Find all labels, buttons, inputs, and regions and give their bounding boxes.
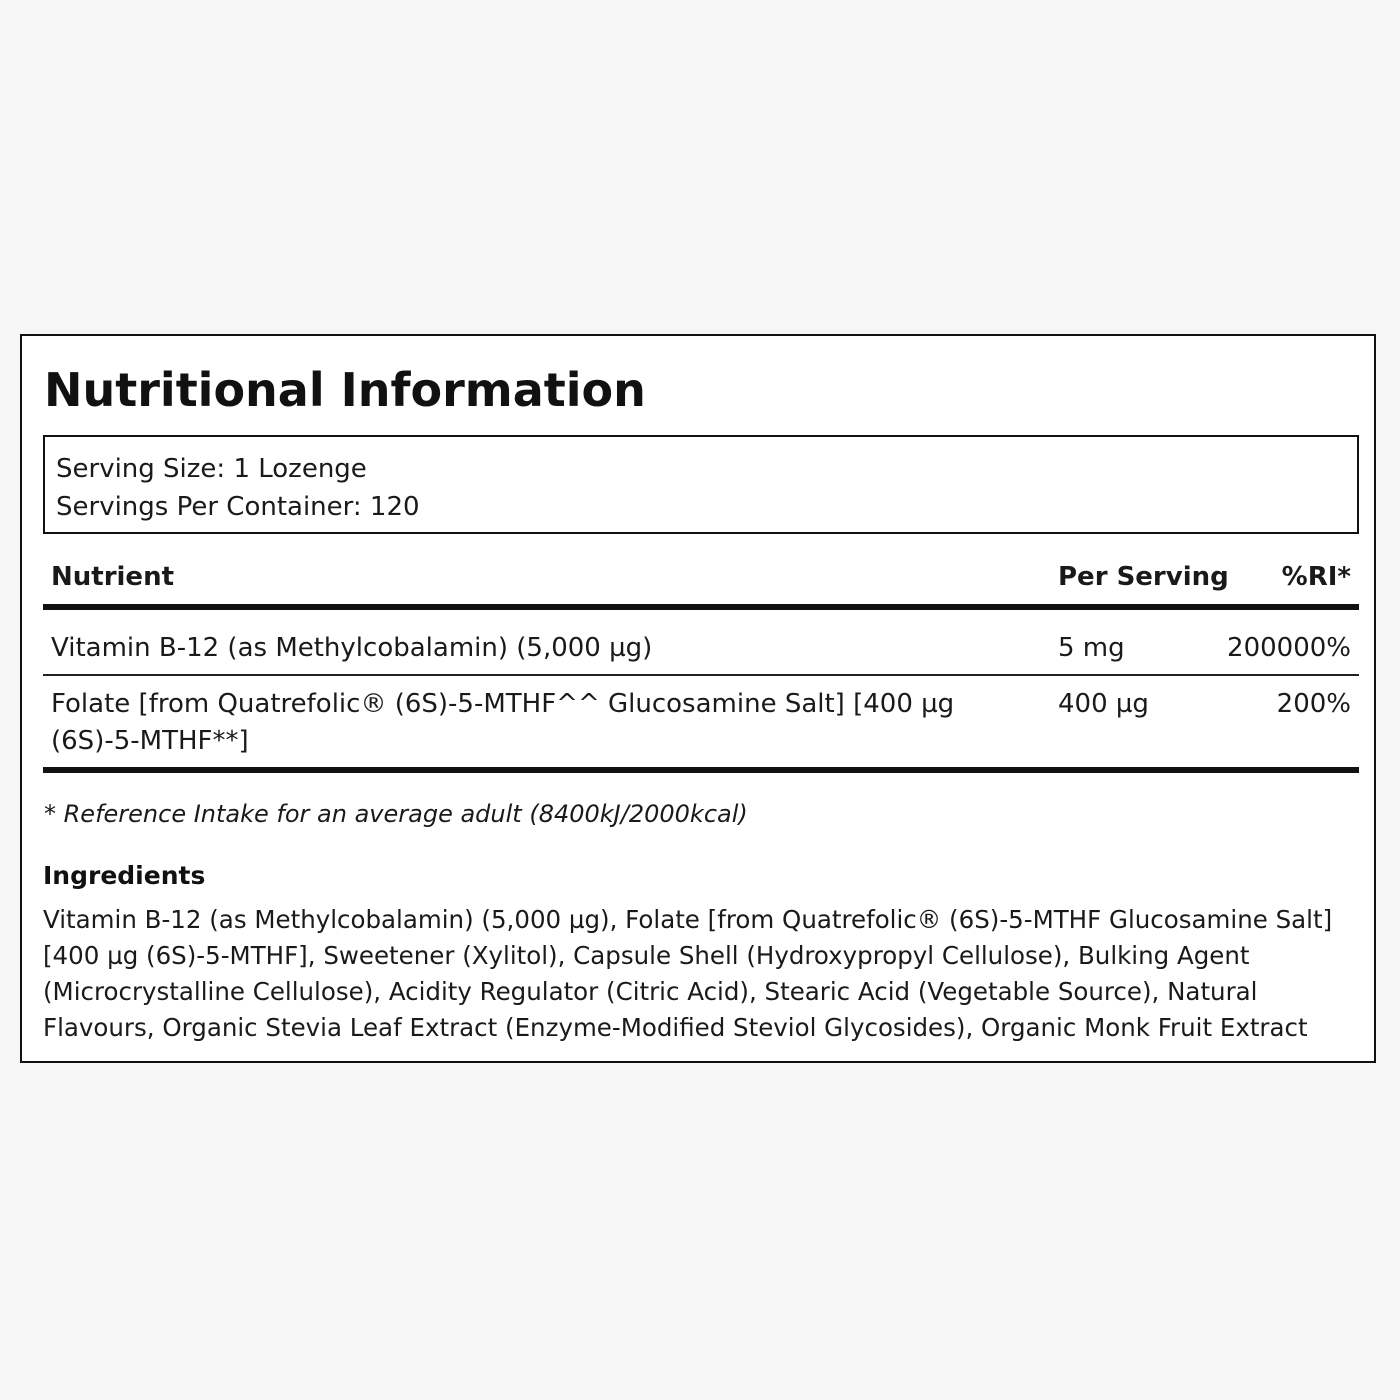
- nutrient-name: Vitamin B-12 (as Methylcobalamin) (5,000 µg): [51, 633, 653, 663]
- nutrition-panel: [20, 334, 1376, 1063]
- ingredients-heading: Ingredients: [43, 861, 206, 890]
- servings-per-container: Servings Per Container: 120: [56, 492, 420, 522]
- serving-size: Serving Size: 1 Lozenge: [56, 454, 367, 484]
- header-ri: %RI*: [1281, 562, 1351, 592]
- ri-value: 200%: [1276, 689, 1351, 719]
- table-bottom-divider: [43, 767, 1359, 773]
- ingredients-list: Vitamin B-12 (as Methylcobalamin) (5,000 µg), Folate [from Quatrefolic® (6S)-5-MTHF Glucosamine Salt] [400 µg (6S)-5-MTHF], Sweetener (Xylitol), Capsule Shell (Hydroxypropyl Cellulose), Bulking Agent (Microcrystalline Cellulose), Acidity Regulator (Citric Acid), Stearic Acid (Vegetable Source), Natural Flavours, Organic Stevia Leaf Extract (Enzyme-Modified Steviol Glycosides), Organic Monk Fruit Extract: [43, 905, 1333, 1042]
- ri-footnote: * Reference Intake for an average adult (8400kJ/2000kcal): [44, 800, 748, 828]
- header-per-serving: Per Serving: [1058, 562, 1229, 592]
- table-row: [43, 610, 1359, 676]
- table-header-row: [43, 552, 1359, 604]
- nutrient-table: [43, 552, 1359, 773]
- panel-title: Nutritional Information: [44, 363, 646, 417]
- per-serving-value: 5 mg: [1058, 633, 1125, 663]
- table-row: [43, 676, 1359, 767]
- per-serving-value: 400 µg: [1058, 689, 1149, 719]
- header-nutrient: Nutrient: [51, 562, 175, 592]
- nutrient-name: Folate [from Quatrefolic® (6S)-5-MTHF^^ Glucosamine Salt] [400 µg (6S)-5-MTHF**]: [51, 689, 955, 756]
- ri-value: 200000%: [1227, 633, 1351, 663]
- serving-info-box: [43, 435, 1359, 534]
